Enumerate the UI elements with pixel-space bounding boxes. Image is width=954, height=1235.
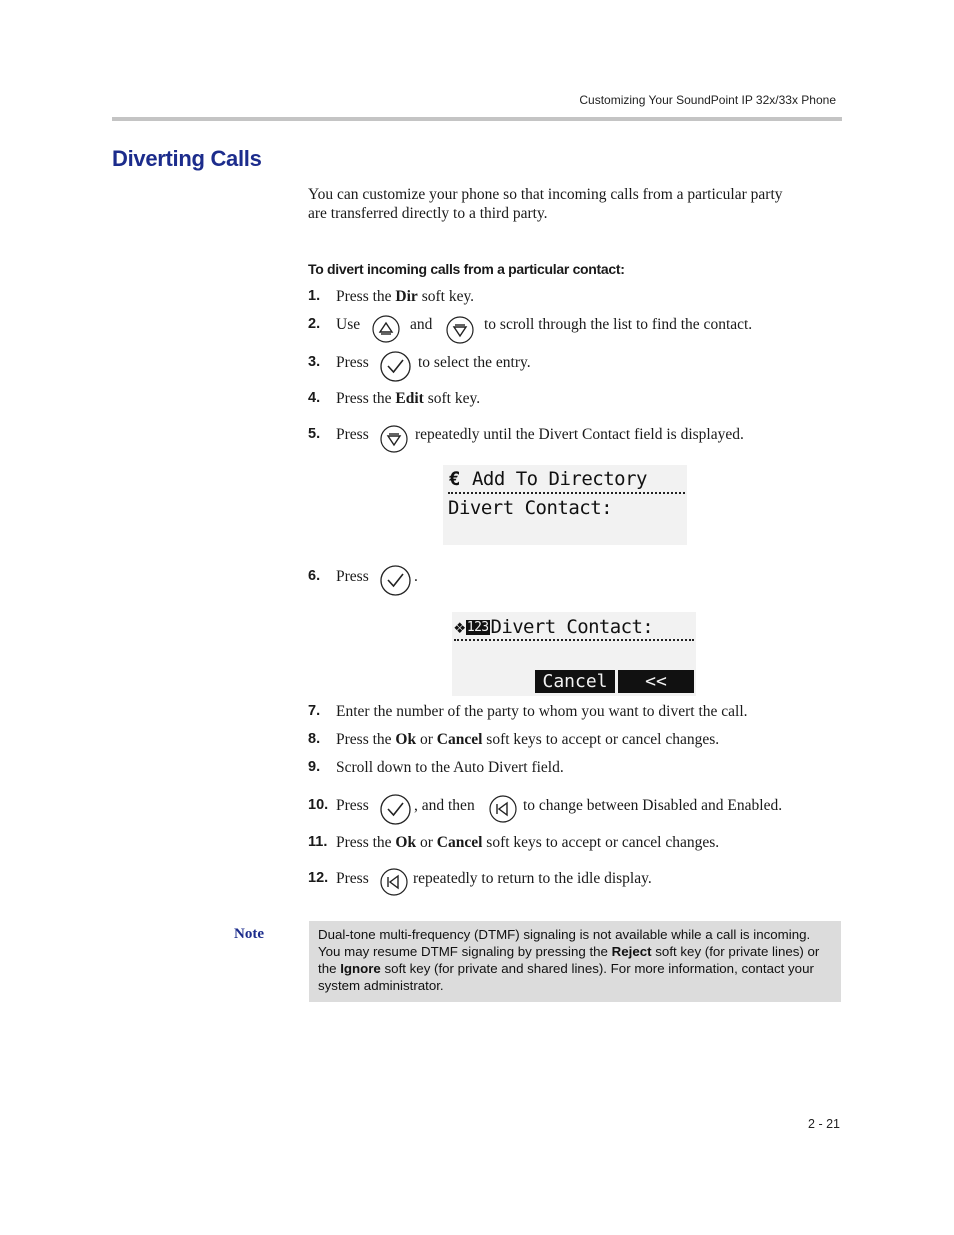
step-text: Press bbox=[336, 568, 369, 585]
left-arrow-key-icon bbox=[489, 795, 517, 823]
dotted-divider bbox=[448, 492, 685, 494]
down-arrow-key-icon bbox=[446, 316, 474, 344]
step-text: Press the Ok or Cancel soft keys to accept or cancel changes. bbox=[336, 834, 720, 851]
step-text: . bbox=[414, 568, 418, 585]
step-number: 5. bbox=[308, 426, 321, 442]
step-number: 4. bbox=[308, 390, 321, 406]
step-number: 3. bbox=[308, 354, 321, 370]
step-text: Press bbox=[336, 426, 369, 443]
screen-title-line: € Add To Directory bbox=[449, 468, 647, 490]
step-text: to change between Disabled and Enabled. bbox=[523, 797, 783, 814]
step-text: Press the Edit soft key. bbox=[336, 390, 481, 407]
note-label: Note bbox=[234, 926, 264, 942]
screen-field-label: Divert Contact: bbox=[448, 497, 613, 519]
step-text: Press bbox=[336, 354, 369, 371]
page-number: 2 - 21 bbox=[808, 1117, 840, 1131]
step-text: repeatedly to return to the idle display. bbox=[413, 870, 652, 887]
dotted-divider bbox=[454, 639, 694, 641]
nav-pad-icon: ❖ bbox=[454, 616, 465, 638]
step-text: Scroll down to the Auto Divert field. bbox=[336, 759, 564, 776]
cancel-softkey: Cancel bbox=[535, 670, 615, 693]
step-number: 8. bbox=[308, 731, 321, 747]
left-arrow-key-icon bbox=[380, 868, 408, 896]
step-text: Press bbox=[336, 797, 369, 814]
phone-screen-divert-contact bbox=[452, 612, 696, 696]
input-mode-badge: 123 bbox=[466, 620, 489, 635]
step-number: 12. bbox=[308, 870, 329, 886]
intro-line-2: are transferred directly to a third party. bbox=[308, 205, 548, 222]
step-text: , and then bbox=[414, 797, 475, 814]
step-number: 2. bbox=[308, 316, 321, 332]
running-header: Customizing Your SoundPoint IP 32x/33x Phone bbox=[579, 93, 836, 107]
select-checkmark-key-icon bbox=[380, 565, 411, 596]
note-box: Dual-tone multi-frequency (DTMF) signaling is not available while a call is incoming. You may resume DTMF signaling by pressing the Reject soft key (for private lines) or the Ignore soft key (for private and shared lines). For more information, contact your system administrator. bbox=[309, 921, 841, 1002]
phone-screen-add-to-directory bbox=[443, 465, 687, 545]
step-number: 6. bbox=[308, 568, 321, 584]
select-checkmark-key-icon bbox=[380, 794, 411, 825]
back-arrow-icon: € bbox=[449, 468, 460, 490]
step-text: Enter the number of the party to whom you want to divert the call. bbox=[336, 703, 748, 720]
step-text: Press bbox=[336, 870, 369, 887]
intro-paragraph bbox=[308, 185, 843, 223]
step-number: 1. bbox=[308, 288, 321, 304]
down-arrow-key-icon bbox=[380, 425, 408, 453]
up-arrow-key-icon bbox=[372, 315, 400, 343]
header-rule bbox=[112, 117, 842, 121]
step-text: Use bbox=[336, 316, 361, 333]
procedure-heading: To divert incoming calls from a particular contact: bbox=[308, 261, 625, 277]
step-text: to select the entry. bbox=[418, 354, 531, 371]
back-softkey: << bbox=[618, 670, 694, 693]
page-title: Diverting Calls bbox=[112, 146, 262, 171]
step-text: Press the Dir soft key. bbox=[336, 288, 475, 305]
step-number: 11. bbox=[308, 834, 328, 850]
step-number: 9. bbox=[308, 759, 321, 775]
intro-line-1: You can customize your phone so that incoming calls from a particular party bbox=[308, 186, 783, 203]
step-text: to scroll through the list to find the contact. bbox=[484, 316, 753, 333]
select-checkmark-key-icon bbox=[380, 351, 411, 382]
step-text: Press the Ok or Cancel soft keys to accept or cancel changes. bbox=[336, 731, 720, 748]
step-number: 7. bbox=[308, 703, 321, 719]
step-text: and bbox=[410, 316, 433, 333]
step-number: 10. bbox=[308, 797, 329, 813]
step-text: repeatedly until the Divert Contact field is displayed. bbox=[415, 426, 744, 443]
screen-title-line: ❖ 123 Divert Contact: bbox=[454, 616, 654, 638]
